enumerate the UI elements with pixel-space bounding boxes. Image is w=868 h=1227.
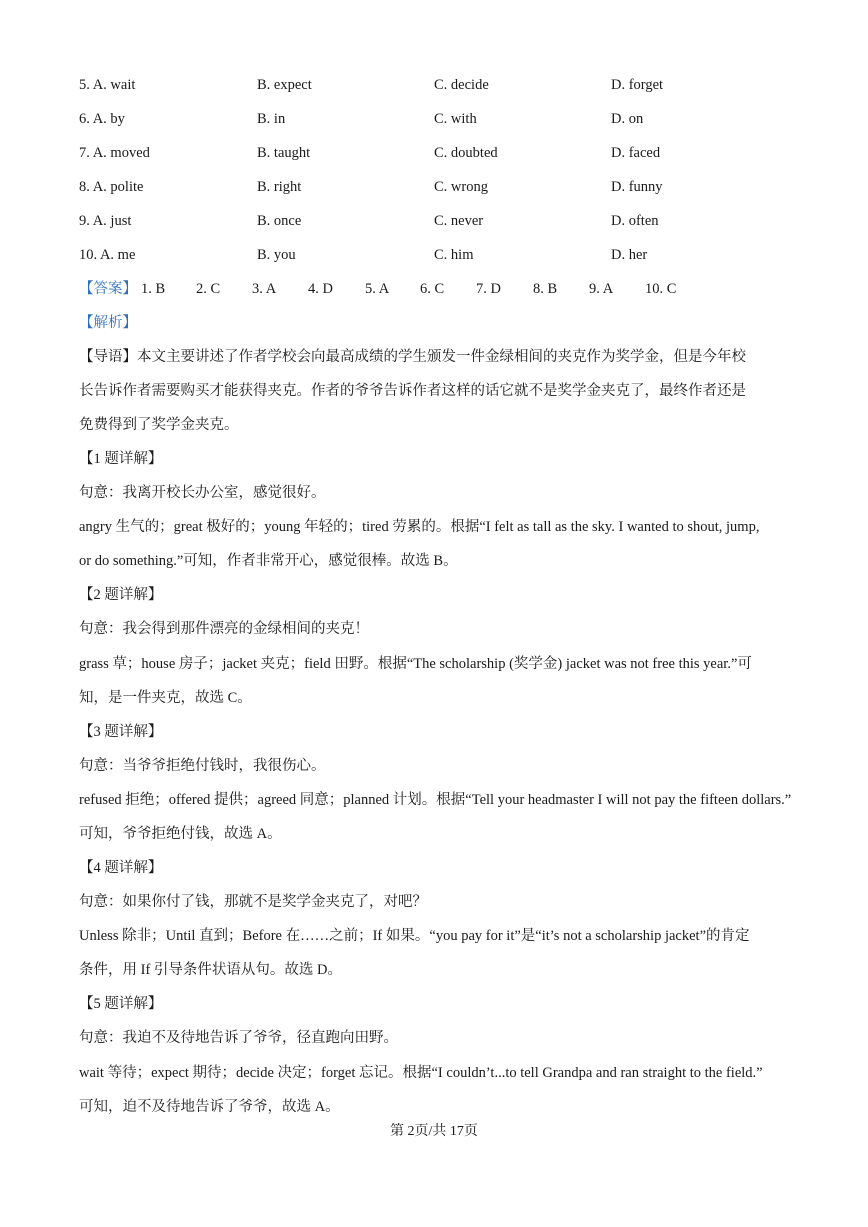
q1-heading: 【1 题详解】 — [79, 451, 163, 467]
answer-label: 【答案】 — [79, 281, 137, 297]
answer-item: 8. B — [533, 281, 558, 297]
intro-line: 【导语】本文主要讲述了作者学校会向最高成绩的学生颁发一件金绿相间的夹克作为奖学金，但是今年校 — [79, 349, 746, 365]
option-c: C. decide — [434, 77, 489, 93]
page-number: 第 2页/共 17页 — [390, 1124, 478, 1139]
option-b: B. you — [257, 247, 296, 263]
q2-meaning: 句意：我会得到那件漂亮的金绿相间的夹克！ — [79, 621, 369, 637]
option-a: 10. A. me — [79, 247, 136, 263]
option-d: D. her — [611, 247, 648, 263]
answer-item: 7. D — [476, 281, 501, 297]
option-c: C. with — [434, 111, 477, 127]
option-c: C. doubted — [434, 145, 498, 161]
answer-item: 2. C — [196, 281, 221, 297]
q3-meaning: 句意：当爷爷拒绝付钱时，我很伤心。 — [79, 758, 326, 774]
q2-heading: 【2 题详解】 — [79, 587, 163, 603]
answer-item: 4. D — [308, 281, 333, 297]
q4-explain: Unless 除非；Until 直到；Before 在……之前；If 如果。“you pay for it”是“it’s not a scholarship jacket”的肯定 — [79, 928, 750, 944]
answer-item: 1. B — [141, 281, 166, 297]
option-b: B. in — [257, 111, 286, 127]
option-c: C. never — [434, 213, 484, 229]
q1-meaning: 句意：我离开校长办公室，感觉很好。 — [79, 485, 326, 501]
option-d: D. often — [611, 213, 659, 229]
q3-explain: refused 拒绝；offered 提供；agreed 同意；planned 计划。根据“Tell your headmaster I will not pay the fifteen dollars.” — [79, 792, 792, 808]
option-a: 5. A. wait — [79, 77, 136, 93]
q4-heading: 【4 题详解】 — [79, 860, 163, 876]
answer-item: 10. C — [645, 281, 677, 297]
q5-meaning: 句意：我迫不及待地告诉了爷爷，径直跑向田野。 — [79, 1030, 398, 1046]
intro-line: 免费得到了奖学金夹克。 — [79, 417, 239, 433]
answer-item: 5. A — [365, 281, 390, 297]
q3-explain: 可知，爷爷拒绝付钱，故选 A。 — [79, 826, 282, 842]
q2-explain: 知，是一件夹克，故选 C。 — [79, 690, 252, 706]
analysis-label: 【解析】 — [79, 315, 137, 331]
answer-item: 9. A — [589, 281, 614, 297]
option-d: D. faced — [611, 145, 661, 161]
option-d: D. forget — [611, 77, 664, 93]
option-b: B. expect — [257, 77, 312, 93]
q1-explain: angry 生气的；great 极好的；young 年轻的；tired 劳累的。根据“I felt as tall as the sky. I wanted to shout, jump, — [79, 519, 760, 535]
option-b: B. taught — [257, 145, 311, 161]
option-d: D. on — [611, 111, 644, 127]
intro-line: 长告诉作者需要购买才能获得夹克。作者的爷爷告诉作者这样的话它就不是奖学金夹克了，最终作者还是 — [79, 383, 746, 399]
option-b: B. right — [257, 179, 302, 195]
option-b: B. once — [257, 213, 302, 229]
option-a: 6. A. by — [79, 111, 125, 127]
q4-explain: 条件，用 If 引导条件状语从句。故选 D。 — [79, 962, 343, 978]
q1-explain: or do something.”可知，作者非常开心，感觉很棒。故选 B。 — [79, 553, 458, 569]
answer-item: 3. A — [252, 281, 277, 297]
q2-explain: grass 草；house 房子；jacket 夹克；field 田野。根据“The scholarship (奖学金) jacket was not free this year.”可 — [79, 656, 752, 672]
answer-item: 6. C — [420, 281, 445, 297]
option-a: 7. A. moved — [79, 145, 150, 161]
option-a: 8. A. polite — [79, 179, 144, 195]
q5-heading: 【5 题详解】 — [79, 996, 163, 1012]
option-d: D. funny — [611, 179, 663, 195]
q5-explain: 可知，迫不及待地告诉了爷爷，故选 A。 — [79, 1099, 340, 1115]
option-c: C. him — [434, 247, 474, 263]
option-c: C. wrong — [434, 179, 488, 195]
q4-meaning: 句意：如果你付了钱，那就不是奖学金夹克了，对吧？ — [79, 894, 427, 910]
q5-explain: wait 等待；expect 期待；decide 决定；forget 忘记。根据“I couldn’t...to tell Grandpa and ran straight to the field.” — [79, 1065, 763, 1081]
option-a: 9. A. just — [79, 213, 132, 229]
q3-heading: 【3 题详解】 — [79, 724, 163, 740]
